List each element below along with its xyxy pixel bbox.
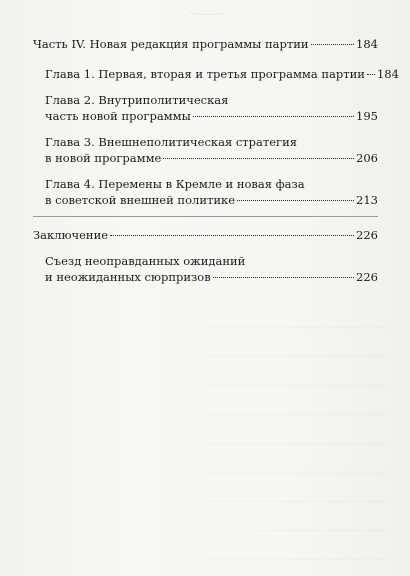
toc-conclusion-page: 226 xyxy=(356,228,378,242)
toc-chapter-2-page: 195 xyxy=(356,109,378,123)
toc-chapter-1[interactable] xyxy=(33,66,399,82)
toc-chapter-2[interactable] xyxy=(33,92,378,124)
toc-part-entry[interactable] xyxy=(33,36,378,52)
toc-section-page: 226 xyxy=(356,270,378,284)
toc-part-title: Часть IV. Новая редакция программы партии xyxy=(33,37,309,51)
toc-chapter-3-title-line1: Глава 3. Внешнеполитическая стратегия xyxy=(45,135,297,149)
toc-chapter-2-title-line2: часть новой программы xyxy=(45,109,191,123)
toc-chapter-4-page: 213 xyxy=(356,193,378,207)
toc-chapter-1-page: 184 xyxy=(376,67,399,81)
dot-leader xyxy=(367,74,375,75)
toc-chapter-4[interactable] xyxy=(33,176,378,208)
dot-leader xyxy=(213,277,354,278)
toc-section-title-line1: Съезд неоправданных ожиданий xyxy=(45,254,246,268)
toc-chapter-3-title-line2: в новой программе xyxy=(45,151,162,165)
toc-chapter-4-title-line2: в советской внешней политике xyxy=(45,193,236,207)
toc-section-title-line2: и неожиданных сюрпризов xyxy=(45,270,211,284)
table-of-contents xyxy=(33,36,399,285)
dot-leader xyxy=(237,200,354,201)
bleed-through-text xyxy=(205,300,385,560)
dot-leader xyxy=(193,116,354,117)
toc-chapter-4-title-line1: Глава 4. Перемены в Кремле и новая фаза xyxy=(45,177,305,191)
toc-conclusion-title: Заключение xyxy=(33,228,109,242)
toc-conclusion-entry[interactable] xyxy=(33,227,378,243)
toc-part-page: 184 xyxy=(356,37,378,51)
toc-chapter-3[interactable] xyxy=(33,134,378,166)
toc-chapter-2-title-line1: Глава 2. Внутриполитическая xyxy=(45,93,229,107)
faded-emblem xyxy=(183,0,233,15)
dot-leader xyxy=(311,44,355,45)
toc-chapter-3-page: 206 xyxy=(356,151,378,165)
toc-section-entry[interactable] xyxy=(33,253,378,285)
divider-rule xyxy=(33,216,378,217)
toc-chapter-1-title: Глава 1. Первая, вторая и третья программа партии xyxy=(45,67,365,81)
dot-leader xyxy=(163,158,354,159)
dot-leader xyxy=(110,235,354,236)
